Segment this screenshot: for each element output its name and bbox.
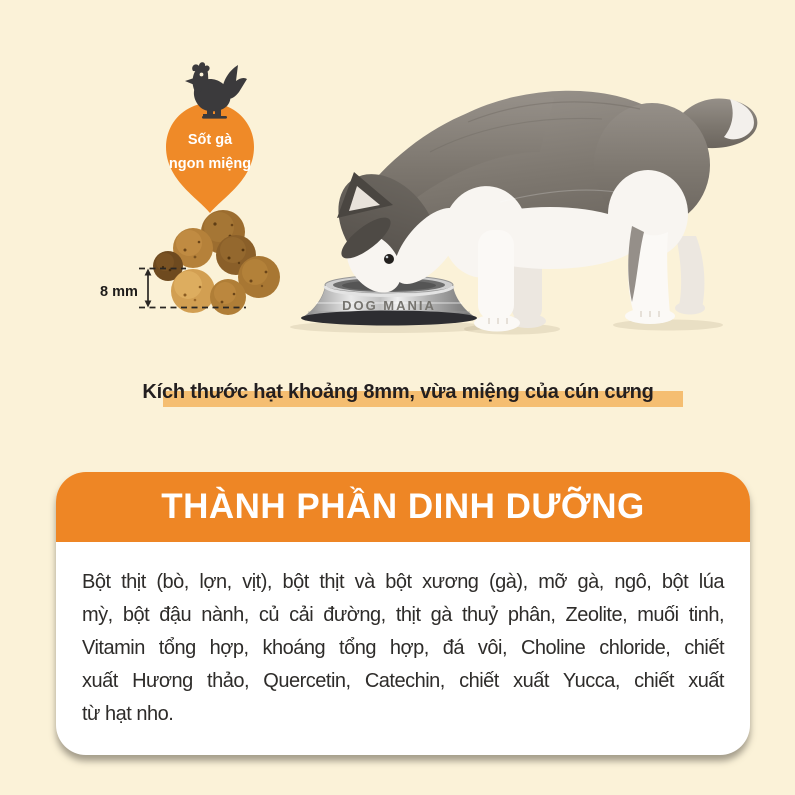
- puppy-eye: [384, 254, 394, 264]
- kibble: [210, 279, 246, 315]
- nutrition-card-title: THÀNH PHẦN DINH DƯỠNG: [161, 487, 645, 526]
- kibble-cluster: [153, 210, 280, 315]
- nutrition-card: [56, 472, 750, 755]
- ingredient-line: xuất Hương thảo, Quercetin, Catechin, chiết xuất Yucca, chiết xuất: [82, 670, 724, 692]
- badge-label-line2: ngon miệng: [168, 156, 252, 172]
- badge-label-line1: Sốt gà: [187, 132, 233, 148]
- size-label: 8 mm: [100, 284, 138, 300]
- nutrition-card-body: [56, 542, 750, 731]
- ingredient-line: từ hạt nho.: [82, 703, 174, 725]
- ingredient-line: mỳ, bột đậu nành, củ cải đường, thịt gà thuỷ phân, Zeolite, muối tinh,: [82, 604, 724, 626]
- ingredient-line: Vitamin tổng hợp, khoáng tổng hợp, đá vôi, Choline chloride, chiết: [82, 637, 724, 659]
- nutrition-card-header: [56, 472, 750, 542]
- bowl-brand: DOG MANIA: [342, 298, 436, 313]
- kibble: [171, 269, 215, 313]
- caption: Kích thước hạt khoảng 8mm, vừa miệng của cún cưng: [142, 381, 654, 403]
- puppy-photo: [290, 76, 757, 335]
- sauce-badge: [166, 62, 254, 213]
- ingredient-line: Bột thịt (bò, lợn, vịt), bột thịt và bột xương (gà), mỡ gà, ngô, bột lúa: [82, 571, 724, 593]
